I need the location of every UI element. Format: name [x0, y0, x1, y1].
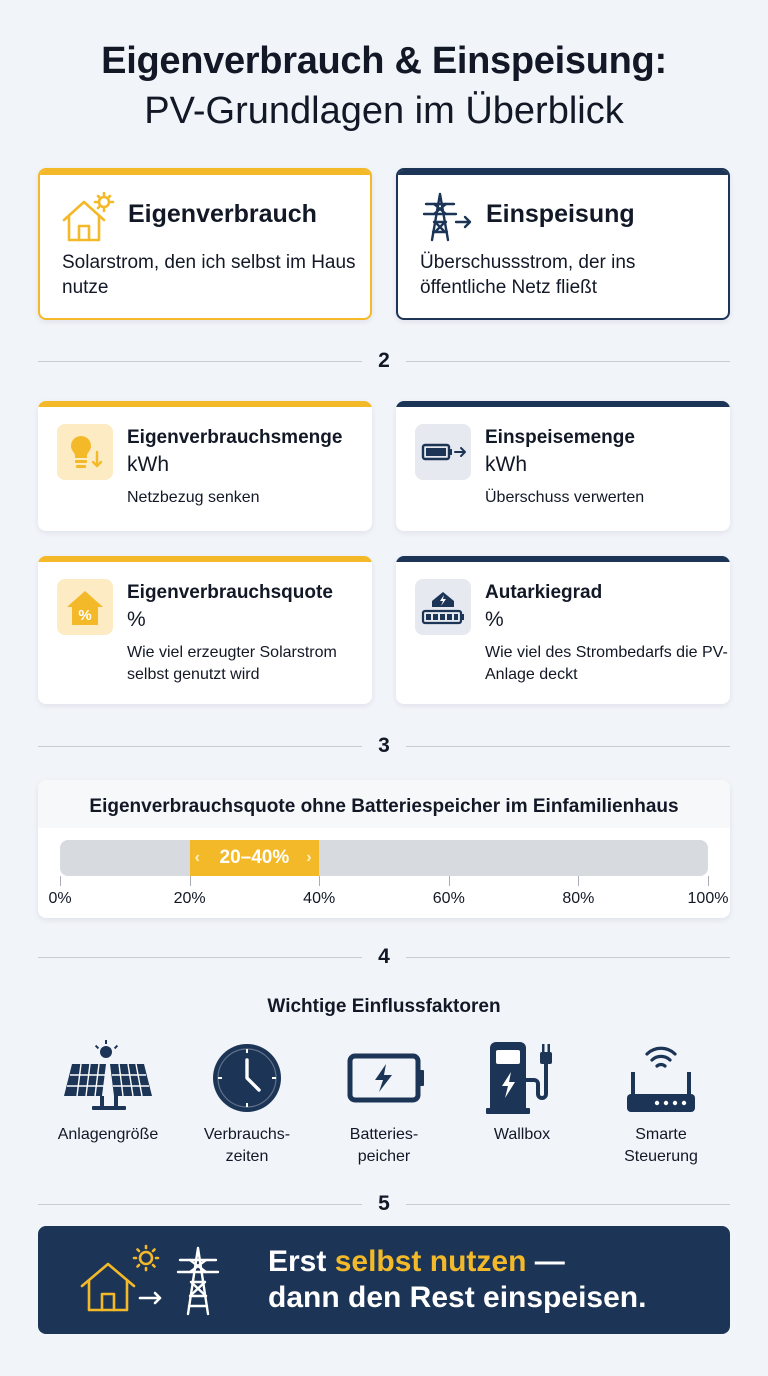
divider-line: [38, 957, 362, 958]
factor-label-anlagengroesse: Anlagengröße: [57, 1126, 159, 1143]
factor-label-batteriespeicher: Batteries- peicher: [349, 1126, 419, 1165]
tick-label: 20%: [173, 890, 206, 907]
battery-export-icon: [415, 424, 471, 480]
divider-line: [38, 746, 362, 747]
solar-panels-icon: [58, 1040, 158, 1118]
section-number-4: 4: [378, 945, 390, 968]
tick-label: 80%: [562, 890, 595, 907]
house-percent-icon: [57, 579, 113, 635]
house-sun-icon: [60, 192, 116, 244]
card-eigenverbrauch: [38, 168, 372, 320]
divider-line: [406, 746, 730, 747]
house-battery-icon: [415, 579, 471, 635]
icon-tile: [415, 424, 471, 480]
card-title: Eigenverbrauch: [128, 200, 317, 228]
tick-label: 40%: [303, 890, 336, 907]
clock-icon: [197, 1040, 297, 1118]
divider-line: [406, 1204, 730, 1205]
tick-mark: [578, 876, 579, 886]
card-title: Eigenverbrauchsmenge: [127, 427, 343, 448]
card-unit: kWh: [485, 453, 527, 476]
lightbulb-icon: [57, 424, 113, 480]
range-card: [38, 780, 730, 918]
card-title: Einspeisung: [486, 200, 635, 228]
chevron-left-icon: ‹: [194, 849, 200, 866]
card-description: Überschussstrom, der ins öffentliche Netz fließt: [420, 252, 636, 298]
card-eigenverbrauchsmenge: [38, 401, 372, 531]
svg-text:%: %: [78, 607, 92, 624]
icon-tile: [57, 424, 113, 480]
tick-mark: [60, 876, 61, 886]
card-description: Wie viel erzeugter Solarstrom selbst genutzt wird: [127, 644, 337, 683]
card-description: Wie viel des Strombedarfs die PV-Anlage deckt: [485, 644, 728, 683]
card-title: Autarkiegrad: [485, 582, 603, 603]
range-track: [60, 840, 708, 876]
card-title: Einspeisemenge: [485, 427, 635, 448]
summary-banner: [38, 1226, 730, 1334]
banner-text: Erst selbst nutzen — dann den Rest einspeisen.: [268, 1245, 647, 1314]
divider-line: [406, 957, 730, 958]
card-unit: %: [127, 608, 146, 631]
tick-label: 100%: [687, 890, 729, 907]
range-label: 20–40%: [219, 847, 290, 868]
icon-tile: [57, 579, 113, 635]
divider-line: [38, 1204, 362, 1205]
factor-label-smarte-steuerung: Smarte Steuerung: [624, 1126, 698, 1165]
card-einspeisung: [396, 168, 730, 320]
divider-line: [38, 361, 362, 362]
tick-mark: [708, 876, 709, 886]
factor-label-verbrauchszeiten: Verbrauchs- zeiten: [203, 1126, 291, 1165]
chevron-right-icon: ›: [306, 849, 312, 866]
card-unit: %: [485, 608, 504, 631]
card-unit: kWh: [127, 453, 169, 476]
divider-line: [406, 361, 730, 362]
card-eigenverbrauchsquote: [38, 556, 372, 704]
power-pylon-icon: [418, 192, 474, 244]
router-icon: [611, 1040, 711, 1118]
page-title: Eigenverbrauch & Einspeisung:: [101, 40, 667, 82]
icon-tile: [415, 579, 471, 635]
card-autarkiegrad: [396, 556, 730, 704]
tick-mark: [449, 876, 450, 886]
battery-icon: [334, 1040, 434, 1118]
card-title: Eigenverbrauchsquote: [127, 582, 333, 603]
factor-label-wallbox: Wallbox: [493, 1126, 551, 1143]
ev-charger-icon: [472, 1040, 572, 1118]
section-number-2: 2: [378, 349, 390, 372]
tick-mark: [319, 876, 320, 886]
page-subtitle: PV-Grundlagen im Überblick: [144, 90, 624, 132]
section-number-5: 5: [378, 1192, 390, 1215]
tick-label: 60%: [432, 890, 465, 907]
section-number-3: 3: [378, 734, 390, 757]
tick-label: 0%: [48, 890, 72, 907]
range-title: Eigenverbrauchsquote ohne Batteriespeicher im Einfamilienhaus: [89, 796, 679, 817]
card-description: Solarstrom, den ich selbst im Haus nutze: [62, 252, 356, 298]
card-description: Netzbezug senken: [127, 489, 260, 506]
card-einspeisemenge: [396, 401, 730, 531]
factors-title: Wichtige Einflussfaktoren: [267, 996, 501, 1017]
house-to-grid-icon: [78, 1244, 238, 1318]
tick-mark: [190, 876, 191, 886]
card-description: Überschuss verwerten: [485, 489, 645, 506]
